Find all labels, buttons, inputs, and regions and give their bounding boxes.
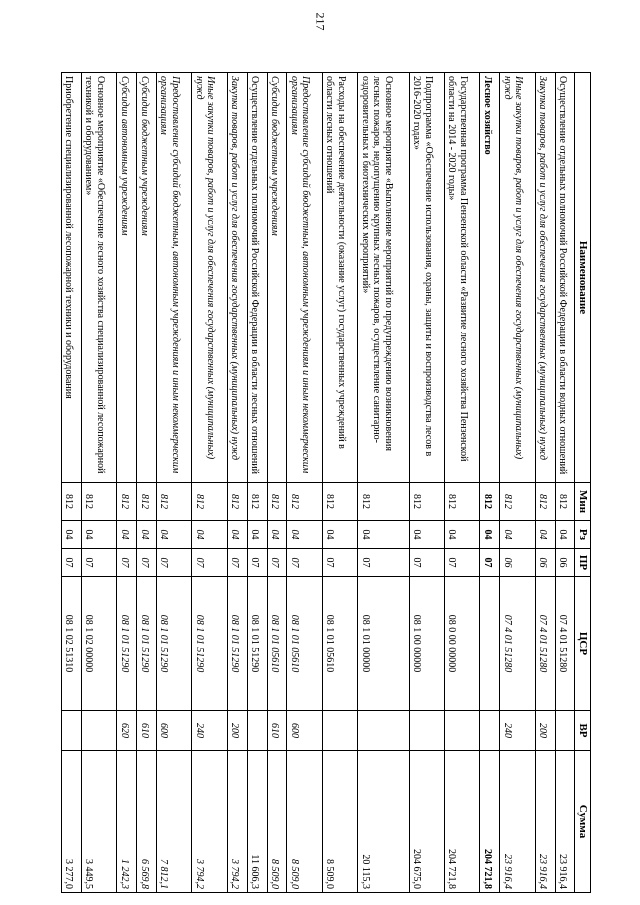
- header-csr: ЦСР: [575, 577, 591, 711]
- row-pr: 07: [358, 549, 409, 577]
- row-sum: 20 115,3: [358, 751, 409, 893]
- row-min: 812: [117, 483, 137, 521]
- row-csr: 07 4 01 51280: [555, 577, 575, 711]
- row-sum: 3 449,5: [81, 751, 116, 893]
- row-sum: 23 916,4: [500, 751, 535, 893]
- table-row: [445, 73, 480, 893]
- row-rz: 04: [62, 521, 82, 549]
- row-csr: 07 4 01 51280: [535, 577, 555, 711]
- row-csr: 08 1 01 51290: [117, 577, 137, 711]
- rotated-table-wrapper: [61, 72, 591, 892]
- row-vr: 620: [117, 711, 137, 751]
- row-pr: 07: [267, 549, 287, 577]
- header-min: Мин: [575, 483, 591, 521]
- row-pr: 07: [192, 549, 227, 577]
- row-vr: 240: [192, 711, 227, 751]
- row-pr: 07: [137, 549, 157, 577]
- row-pr: 07: [445, 549, 480, 577]
- row-rz: 04: [267, 521, 287, 549]
- row-csr: 08 1 02 51310: [62, 577, 82, 711]
- row-sum: 6 569,8: [137, 751, 157, 893]
- row-pr: 06: [535, 549, 555, 577]
- table-row: [227, 73, 247, 893]
- row-vr: 200: [227, 711, 247, 751]
- row-name: Осуществление отдельных полномочий Российской Федерации в области лесных отношений: [247, 73, 267, 483]
- row-name: Закупка товаров, работ и услуг для обеспечения государственных (муниципальных) нужд: [535, 73, 555, 483]
- row-rz: 04: [480, 521, 500, 549]
- row-vr: [81, 711, 116, 751]
- row-name: Основное мероприятие «Обеспечение лесного хозяйства специализированной лесопожарной техникой и оборудованием»: [81, 73, 116, 483]
- header-pr: ПР: [575, 549, 591, 577]
- row-min: 812: [555, 483, 575, 521]
- row-pr: 06: [500, 549, 535, 577]
- table-row: [322, 73, 357, 893]
- table-row: [535, 73, 555, 893]
- row-min: 812: [227, 483, 247, 521]
- row-min: 812: [287, 483, 322, 521]
- row-name: Иные закупки товаров, работ и услуг для обеспечения государственных (муниципальных) нужд: [192, 73, 227, 483]
- row-name: Субсидии бюджетным учреждениям: [267, 73, 287, 483]
- row-min: 812: [445, 483, 480, 521]
- row-name: Субсидии автономным учреждениям: [117, 73, 137, 483]
- header-name: Наименование: [575, 73, 591, 483]
- row-name: Иные закупки товаров, работ и услуг для обеспечения государственных (муниципальных) нужд: [500, 73, 535, 483]
- row-sum: 23 916,4: [535, 751, 555, 893]
- row-rz: 04: [81, 521, 116, 549]
- row-sum: 11 606,3: [247, 751, 267, 893]
- row-name: Закупка товаров, работ и услуг для обеспечения государственных (муниципальных) нужд: [227, 73, 247, 483]
- row-rz: 04: [157, 521, 192, 549]
- header-row: [575, 73, 591, 893]
- row-pr: 07: [287, 549, 322, 577]
- row-name: Субсидии бюджетным учреждениям: [137, 73, 157, 483]
- row-min: 812: [62, 483, 82, 521]
- row-min: 812: [267, 483, 287, 521]
- row-min: 812: [358, 483, 409, 521]
- row-rz: 04: [117, 521, 137, 549]
- row-rz: 04: [445, 521, 480, 549]
- row-rz: 04: [137, 521, 157, 549]
- header-rz: Рз: [575, 521, 591, 549]
- row-name: Приобретение специализированной лесопожарной техники и оборудования: [62, 73, 82, 483]
- row-sum: 3 277,0: [62, 751, 82, 893]
- table-row: [287, 73, 322, 893]
- row-sum: 7 812,1: [157, 751, 192, 893]
- row-pr: 07: [409, 549, 444, 577]
- row-sum: 3 794,2: [227, 751, 247, 893]
- row-rz: 04: [409, 521, 444, 549]
- row-min: 812: [157, 483, 192, 521]
- page-number: 217: [313, 12, 328, 31]
- header-vr: ВР: [575, 711, 591, 751]
- row-rz: 04: [247, 521, 267, 549]
- row-pr: 07: [117, 549, 137, 577]
- row-name: Лесное хозяйство: [480, 73, 500, 483]
- row-min: 812: [137, 483, 157, 521]
- row-vr: 200: [535, 711, 555, 751]
- row-min: 812: [322, 483, 357, 521]
- row-pr: 07: [480, 549, 500, 577]
- table-row: [81, 73, 116, 893]
- table-row: [358, 73, 409, 893]
- row-csr: 08 1 01 51290: [227, 577, 247, 711]
- row-csr: 08 1 01 51290: [157, 577, 192, 711]
- header-sum: Сумма: [575, 751, 591, 893]
- row-csr: 08 0 00 00000: [445, 577, 480, 711]
- row-min: 812: [192, 483, 227, 521]
- row-sum: 204 721,8: [480, 751, 500, 893]
- row-csr: 07 4 01 51280: [500, 577, 535, 711]
- table-row: [62, 73, 82, 893]
- row-pr: 07: [157, 549, 192, 577]
- row-sum: 8 509,0: [267, 751, 287, 893]
- row-min: 812: [500, 483, 535, 521]
- row-vr: [480, 711, 500, 751]
- row-sum: 8 509,0: [322, 751, 357, 893]
- row-min: 812: [409, 483, 444, 521]
- table-row: [480, 73, 500, 893]
- row-sum: 204 721,8: [445, 751, 480, 893]
- row-rz: 04: [192, 521, 227, 549]
- row-vr: [62, 711, 82, 751]
- row-name: Подпрограмма «Обеспечение использования, охраны, защиты и воспроизводства лесов в 2016-2020 годах»: [409, 73, 444, 483]
- row-name: Расходы на обеспечение деятельности (оказание услуг) государственных учреждений в области лесных отношений: [322, 73, 357, 483]
- budget-table: [61, 72, 591, 893]
- row-rz: 04: [535, 521, 555, 549]
- row-vr: 610: [137, 711, 157, 751]
- row-rz: 04: [555, 521, 575, 549]
- table-row: [157, 73, 192, 893]
- row-pr: 07: [322, 549, 357, 577]
- row-min: 812: [535, 483, 555, 521]
- row-rz: 04: [358, 521, 409, 549]
- row-min: 812: [81, 483, 116, 521]
- table-row: [192, 73, 227, 893]
- table-row: [117, 73, 137, 893]
- row-rz: 04: [227, 521, 247, 549]
- row-pr: 07: [247, 549, 267, 577]
- row-csr: 08 1 01 51290: [137, 577, 157, 711]
- row-csr: 08 1 00 00000: [409, 577, 444, 711]
- row-csr: 08 1 01 00000: [358, 577, 409, 711]
- row-vr: [409, 711, 444, 751]
- row-name: Государственная программа Пензенской области «Развитие лесного хозяйства Пензенской области на 2014 - 2020 годы»: [445, 73, 480, 483]
- row-csr: 08 1 01 51290: [247, 577, 267, 711]
- row-pr: 07: [62, 549, 82, 577]
- table-row: [267, 73, 287, 893]
- row-vr: 610: [267, 711, 287, 751]
- row-sum: 204 675,0: [409, 751, 444, 893]
- row-pr: 07: [227, 549, 247, 577]
- row-csr: 08 1 01 51290: [192, 577, 227, 711]
- row-vr: 240: [500, 711, 535, 751]
- row-csr: 08 1 01 05610: [287, 577, 322, 711]
- row-name: Предоставление субсидий бюджетным, автономным учреждениям и иным некоммерческим организациям: [287, 73, 322, 483]
- row-min: 812: [247, 483, 267, 521]
- table-row: [409, 73, 444, 893]
- table-row: [500, 73, 535, 893]
- table-row: [137, 73, 157, 893]
- row-pr: 07: [81, 549, 116, 577]
- row-vr: [322, 711, 357, 751]
- row-rz: 04: [322, 521, 357, 549]
- table-row: [247, 73, 267, 893]
- rotated-table-area: [61, 72, 591, 892]
- row-min: 812: [480, 483, 500, 521]
- row-sum: 23 916,4: [555, 751, 575, 893]
- row-vr: [358, 711, 409, 751]
- row-pr: 06: [555, 549, 575, 577]
- row-sum: 3 794,2: [192, 751, 227, 893]
- row-csr: 08 1 01 05610: [267, 577, 287, 711]
- table-row: [555, 73, 575, 893]
- row-name: Основное мероприятие «Выполнение мероприятий по предупреждению возникновения лесных пожаров, недопущению крупных лесных пожаров, осуществление санитарно-оздоровительных и биотехнических мероприятий»: [358, 73, 409, 483]
- row-sum: 1 242,3: [117, 751, 137, 893]
- row-sum: 8 509,0: [287, 751, 322, 893]
- row-rz: 04: [500, 521, 535, 549]
- row-csr: 08 1 01 05610: [322, 577, 357, 711]
- row-csr: 08 1 02 00000: [81, 577, 116, 711]
- row-name: Предоставление субсидий бюджетным, автономным учреждениям и иным некоммерческим организациям: [157, 73, 192, 483]
- row-name: Осуществление отдельных полномочий Российской Федерации в области водных отношений: [555, 73, 575, 483]
- row-vr: [555, 711, 575, 751]
- row-csr: [480, 577, 500, 711]
- row-vr: 600: [157, 711, 192, 751]
- row-rz: 04: [287, 521, 322, 549]
- row-vr: [247, 711, 267, 751]
- row-vr: [445, 711, 480, 751]
- row-vr: 600: [287, 711, 322, 751]
